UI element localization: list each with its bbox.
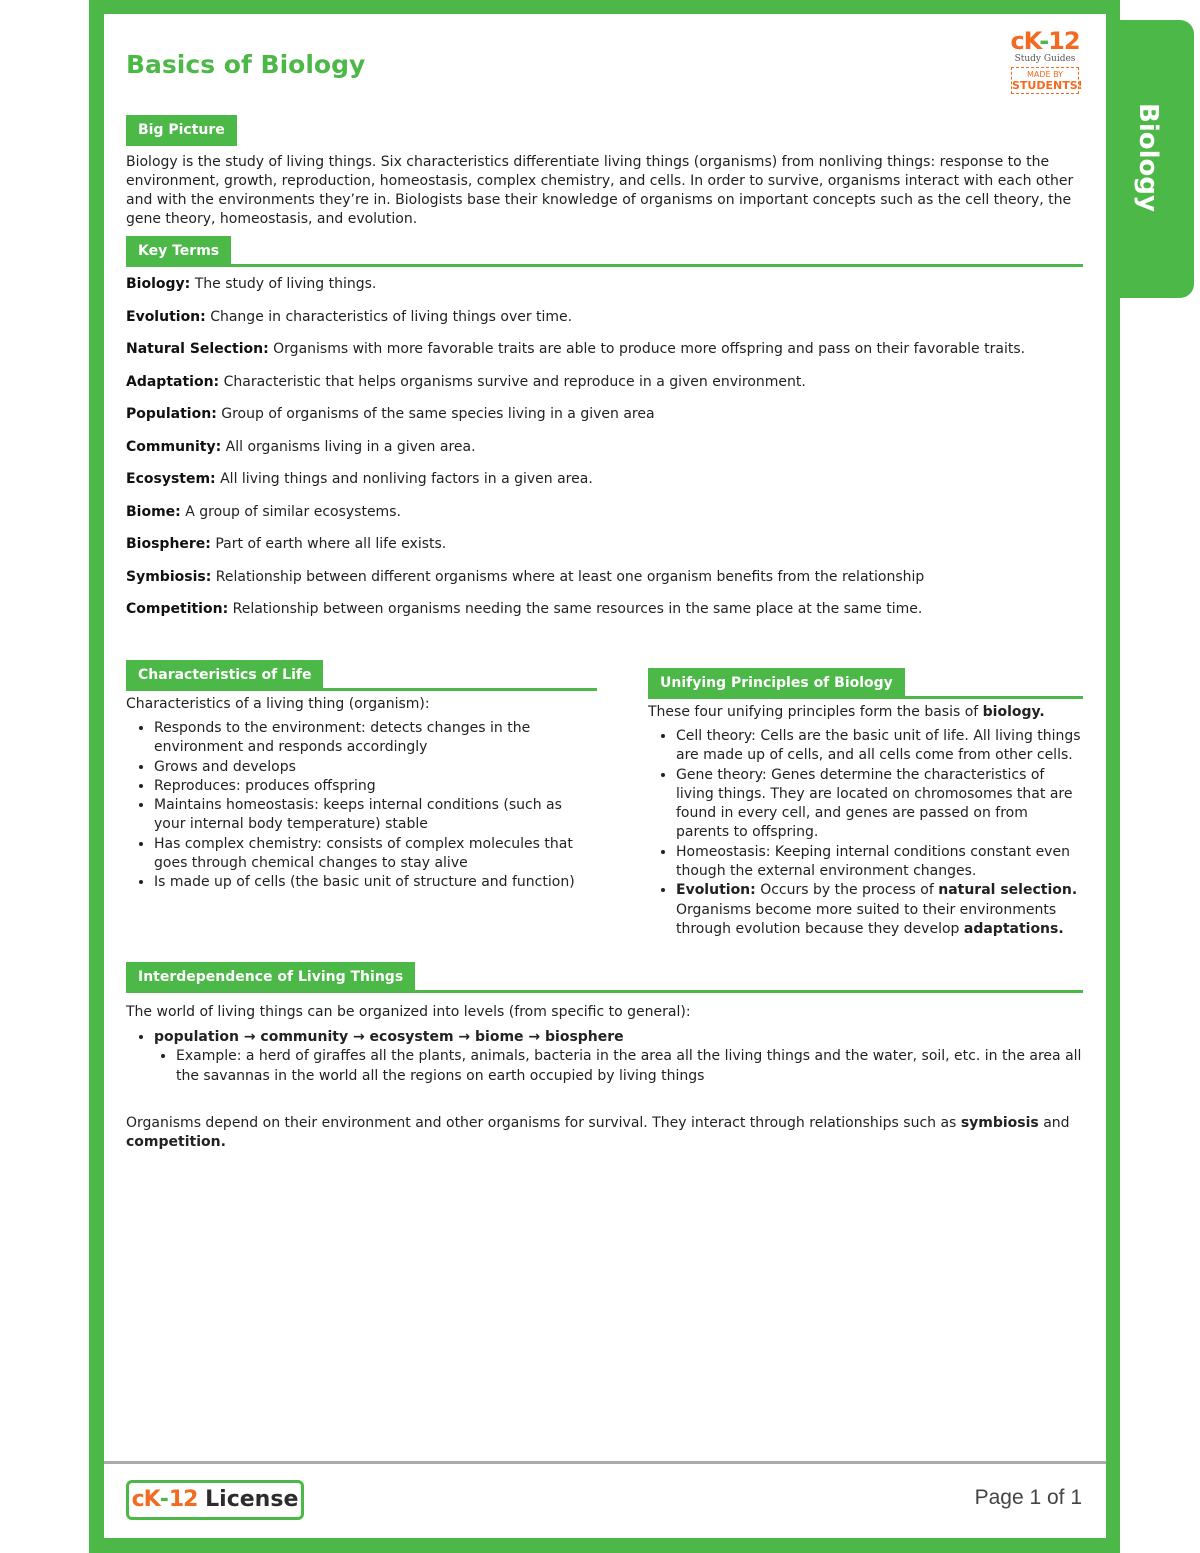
section-heading: Unifying Principles of Biology <box>648 668 905 699</box>
footer-divider <box>104 1461 1106 1464</box>
logo-dash: - <box>1039 27 1049 55</box>
key-term-definition: A group of similar ecosystems. <box>180 503 401 520</box>
section-unifying-principles <box>648 668 1083 939</box>
key-term-definition: Change in characteristics of living things over time. <box>205 308 573 325</box>
evolution-text: Organisms become more suited to their environments through evolution because they develop <box>676 901 1057 937</box>
characteristics-list <box>126 719 597 893</box>
key-term <box>126 568 1083 587</box>
key-term-definition: Group of organisms of the same species living in a given area <box>216 406 655 422</box>
levels-chain: population → community → ecosystem → biome → biosphere <box>154 1029 624 1045</box>
evolution-label: Evolution: <box>676 882 756 899</box>
list-item <box>154 1028 1083 1086</box>
evolution-text: Occurs by the process of <box>755 882 939 899</box>
interdependence-intro: The world of living things can be organized into levels (from specific to general): <box>126 1004 691 1020</box>
key-term-word: Adaptation: <box>126 373 220 390</box>
key-term-word: Evolution: <box>126 308 206 325</box>
logo-badge-bottom: STUDENTS! <box>1012 79 1083 92</box>
list-item: • Cell theory: Cells are the basic unit of life. All living things are made up of cells, and all cells come from other cells. <box>676 727 1083 766</box>
example-item: • Example: a herd of giraffes all the plants, animals, bacteria in the area all the living things and the water, soil, etc. in the area all the savannas in the world all the regions on earth occupied by living things <box>176 1047 1083 1086</box>
levels-list <box>126 1028 1083 1086</box>
section-rule <box>126 264 1083 267</box>
section-key-terms <box>126 236 1083 633</box>
list-item: • Has complex chemistry: consists of complex molecules that goes through chemical changes to stay alive <box>154 835 597 874</box>
key-term <box>126 405 1083 424</box>
key-term-word: Natural Selection: <box>126 341 269 357</box>
key-term-word: Ecosystem: <box>126 471 216 487</box>
key-term <box>126 340 1083 359</box>
key-terms-list <box>126 275 1083 619</box>
key-term-definition: All living things and nonliving factors in a given area. <box>215 471 593 487</box>
key-term-definition: Relationship between different organisms where at least one organism benefits from the relationship <box>211 568 925 585</box>
big-picture-text: Biology is the study of living things. Six characteristics differentiate living things (organisms) from nonliving things: response to the environment, growth, reproduction, homeostasis, complex chemistry, and cells. In order to survive, organisms interact with each other and with the environments they’re in. Biologists base their knowledge of organisms on important concepts such as the cell theory, the gene theory, homeostasis, and evolution. <box>126 154 1074 227</box>
logo-subtitle: Study Guides <box>1014 54 1076 64</box>
key-term-definition: All organisms living in a given area. <box>221 438 476 455</box>
key-term-definition: The study of living things. <box>190 276 377 292</box>
logo-badge <box>1011 67 1083 94</box>
closing-bold-competition: competition. <box>126 1133 226 1150</box>
characteristics-intro: Characteristics of a living thing (organism): <box>126 696 430 712</box>
license-ck: cK <box>131 1487 160 1512</box>
evolution-bold-adaptations: adaptations. <box>963 920 1064 937</box>
evolution-bold-selection: natural selection. <box>938 882 1078 899</box>
key-term <box>126 275 1083 294</box>
unifying-list <box>648 727 1083 939</box>
key-term-word: Symbiosis: <box>126 568 212 585</box>
logo-num: 12 <box>1048 27 1080 55</box>
closing-and: and <box>1038 1114 1070 1131</box>
unifying-intro <box>648 703 1083 722</box>
key-term-word: Biology: <box>126 276 191 292</box>
key-term-definition: Organisms with more favorable traits are able to produce more offspring and pass on their favorable traits. <box>268 341 1026 357</box>
key-term-word: Biome: <box>126 503 181 520</box>
license-dash: - <box>159 1487 169 1512</box>
section-heading: Interdependence of Living Things <box>126 962 415 993</box>
key-term <box>126 308 1083 327</box>
section-heading: Big Picture <box>126 115 237 146</box>
key-term <box>126 373 1083 392</box>
key-term-word: Biosphere: <box>126 536 211 552</box>
page-number: Page 1 of 1 <box>974 1486 1082 1509</box>
key-term-word: Population: <box>126 406 217 422</box>
key-term-definition: Part of earth where all life exists. <box>210 536 447 552</box>
list-item: • Is made up of cells (the basic unit of structure and function) <box>154 873 597 892</box>
key-term <box>126 600 1083 619</box>
key-term-definition: Relationship between organisms needing the same resources in the same place at the same time. <box>228 601 923 617</box>
levels-sublist <box>154 1047 1083 1086</box>
key-term <box>126 438 1083 457</box>
key-term-definition: Characteristic that helps organisms survive and reproduce in a given environment. <box>219 373 806 390</box>
section-interdependence <box>126 962 1083 1152</box>
section-heading: Characteristics of Life <box>126 660 323 691</box>
list-item: • Reproduces: produces offspring <box>154 777 597 796</box>
key-term <box>126 470 1083 489</box>
closing-bold-symbiosis: symbiosis <box>960 1114 1039 1131</box>
section-big-picture <box>126 115 1082 229</box>
logo-badge-top: MADE BY <box>1026 70 1064 79</box>
key-term-word: Competition: <box>126 601 229 617</box>
license-num: 12 <box>168 1487 198 1512</box>
key-term-word: Community: <box>126 438 222 455</box>
list-item: • Responds to the environment: detects changes in the environment and responds accordingly <box>154 719 597 758</box>
license-word: License <box>197 1487 299 1512</box>
ck12-logo <box>1009 28 1081 100</box>
interdependence-closing <box>126 1114 1083 1152</box>
closing-text: Organisms depend on their environment and other organisms for survival. They interact through relationships such as <box>126 1114 961 1131</box>
page-title: Basics of Biology <box>126 50 366 79</box>
unifying-intro-text: These four unifying principles form the basis of <box>648 704 983 720</box>
list-item: • Grows and develops <box>154 758 597 777</box>
unifying-intro-bold: biology. <box>982 704 1045 720</box>
list-item: • Homeostasis: Keeping internal conditions constant even though the external environment changes. <box>676 843 1083 882</box>
key-term <box>126 535 1083 554</box>
list-item-evolution <box>676 881 1083 939</box>
subject-tab-label: Biology <box>1133 103 1163 212</box>
license-badge[interactable] <box>126 1480 304 1520</box>
logo-ck: cK <box>1010 27 1040 55</box>
key-term <box>126 503 1083 522</box>
section-heading: Key Terms <box>126 236 231 267</box>
section-characteristics <box>126 660 597 893</box>
list-item: • Maintains homeostasis: keeps internal conditions (such as your internal body temperature) stable <box>154 796 597 835</box>
list-item: • Gene theory: Genes determine the characteristics of living things. They are located on chromosomes that are found in every cell, and genes are passed on from parents to offspring. <box>676 766 1083 843</box>
